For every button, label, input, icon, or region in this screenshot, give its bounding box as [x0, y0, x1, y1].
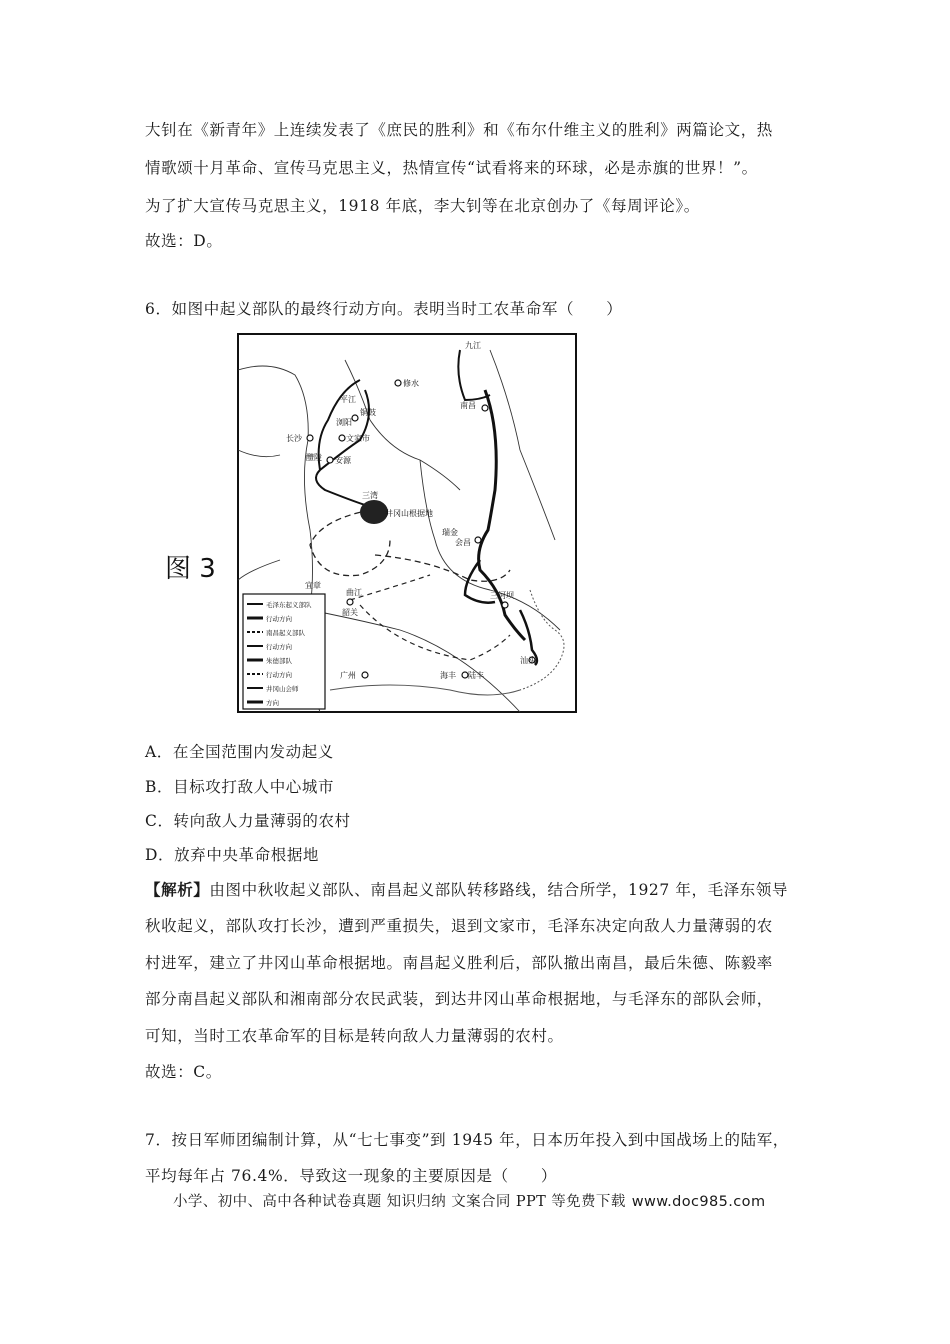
footer-text: 小学、初中、高中各种试卷真题 知识归纳 文案合同 PPT 等免费下载	[173, 1194, 626, 1210]
map-label: 宜章	[305, 581, 321, 590]
paragraph-line: 大钊在《新青年》上连续发表了《庶民的胜利》和《布尔什维主义的胜利》两篇论文，热	[145, 121, 773, 139]
map-label: 三湾	[362, 491, 378, 500]
map-label: 会昌	[455, 538, 471, 547]
map-label: 安源	[335, 456, 351, 465]
legend-label: 行动方向	[266, 615, 292, 623]
legend-label: 行动方向	[266, 671, 292, 679]
map-label: 九江	[465, 341, 481, 350]
map-label: 铜鼓	[360, 408, 376, 417]
map-label: 井冈山根据地	[385, 509, 433, 518]
page-footer	[173, 1190, 765, 1211]
paragraph-line: 情歌颂十月革命、宣传马克思主义，热情宣传“试看将来的环球，必是赤旗的世界！”。	[145, 159, 758, 177]
analysis-tag: 【解析】	[145, 880, 210, 899]
analysis-text: 由图中秋收起义部队、南昌起义部队转移路线，结合所学，1927 年，毛泽东领导	[209, 881, 789, 899]
paragraph-line: 为了扩大宣传马克思主义，1918 年底，李大钊等在北京创办了《每周评论》。	[145, 197, 700, 215]
map-label: 海丰	[440, 671, 456, 680]
map-label: 修水	[403, 379, 419, 388]
legend-label: 方向	[266, 699, 279, 707]
figure-label: 图 3	[165, 554, 216, 584]
legend-label: 朱德部队	[266, 657, 292, 665]
option-c: C．转向敌人力量薄弱的农村	[145, 812, 351, 830]
map-label: 醴陵	[306, 453, 322, 462]
map-label: 广州	[340, 671, 356, 680]
option-a: A．在全国范围内发动起义	[145, 743, 334, 761]
map-label: 长沙	[286, 434, 302, 443]
analysis-line: 村进军，建立了井冈山革命根据地。南昌起义胜利后，部队撤出南昌，最后朱德、陈毅率	[145, 954, 773, 972]
map-label: 浏阳	[336, 418, 352, 427]
map-label: 文家市	[346, 434, 370, 443]
question-6-stem: 6．如图中起义部队的最终行动方向。表明当时工农革命军（ ）	[145, 300, 623, 318]
map-label: 瑞金	[442, 528, 458, 537]
option-b: B．目标攻打敌人中心城市	[145, 778, 335, 796]
legend-label: 毛泽东起义部队	[266, 601, 312, 609]
uprising-route-map	[160, 330, 580, 715]
map-label: 南昌	[460, 401, 476, 410]
option-d: D．放弃中央革命根据地	[145, 846, 320, 864]
analysis-line: 秋收起义，部队攻打长沙，遭到严重损失，退到文家市，毛泽东决定向敌人力量薄弱的农	[145, 917, 773, 935]
map-label: 三河坝	[490, 591, 514, 600]
map-label: 陆丰	[468, 671, 484, 680]
map-figure	[160, 330, 580, 715]
question-7-stem: 7．按日军师团编制计算，从“七七事变”到 1945 年，日本历年投入到中国战场上的陆军，	[145, 1131, 789, 1149]
map-label: 韶关	[342, 608, 358, 617]
map-label: 曲江	[346, 588, 362, 597]
legend-label: 南昌起义部队	[266, 629, 305, 637]
footer-link[interactable]: www.doc985.com	[631, 1194, 766, 1210]
legend-label: 行动方向	[266, 643, 292, 651]
analysis-line	[145, 878, 788, 900]
map-label: 平江	[340, 395, 356, 404]
question-7-stem: 平均每年占 76.4%．导致这一现象的主要原因是（ ）	[145, 1167, 557, 1185]
map-label: 汕头	[520, 656, 536, 665]
legend-label: 井冈山会师	[266, 685, 299, 693]
answer-choice: 故选：D。	[145, 232, 223, 250]
analysis-line: 可知，当时工农革命军的目标是转向敌人力量薄弱的农村。	[145, 1027, 564, 1045]
analysis-line: 部分南昌起义部队和湘南部分农民武装，到达井冈山革命根据地，与毛泽东的部队会师，	[145, 990, 773, 1008]
answer-choice: 故选：C。	[145, 1063, 222, 1081]
